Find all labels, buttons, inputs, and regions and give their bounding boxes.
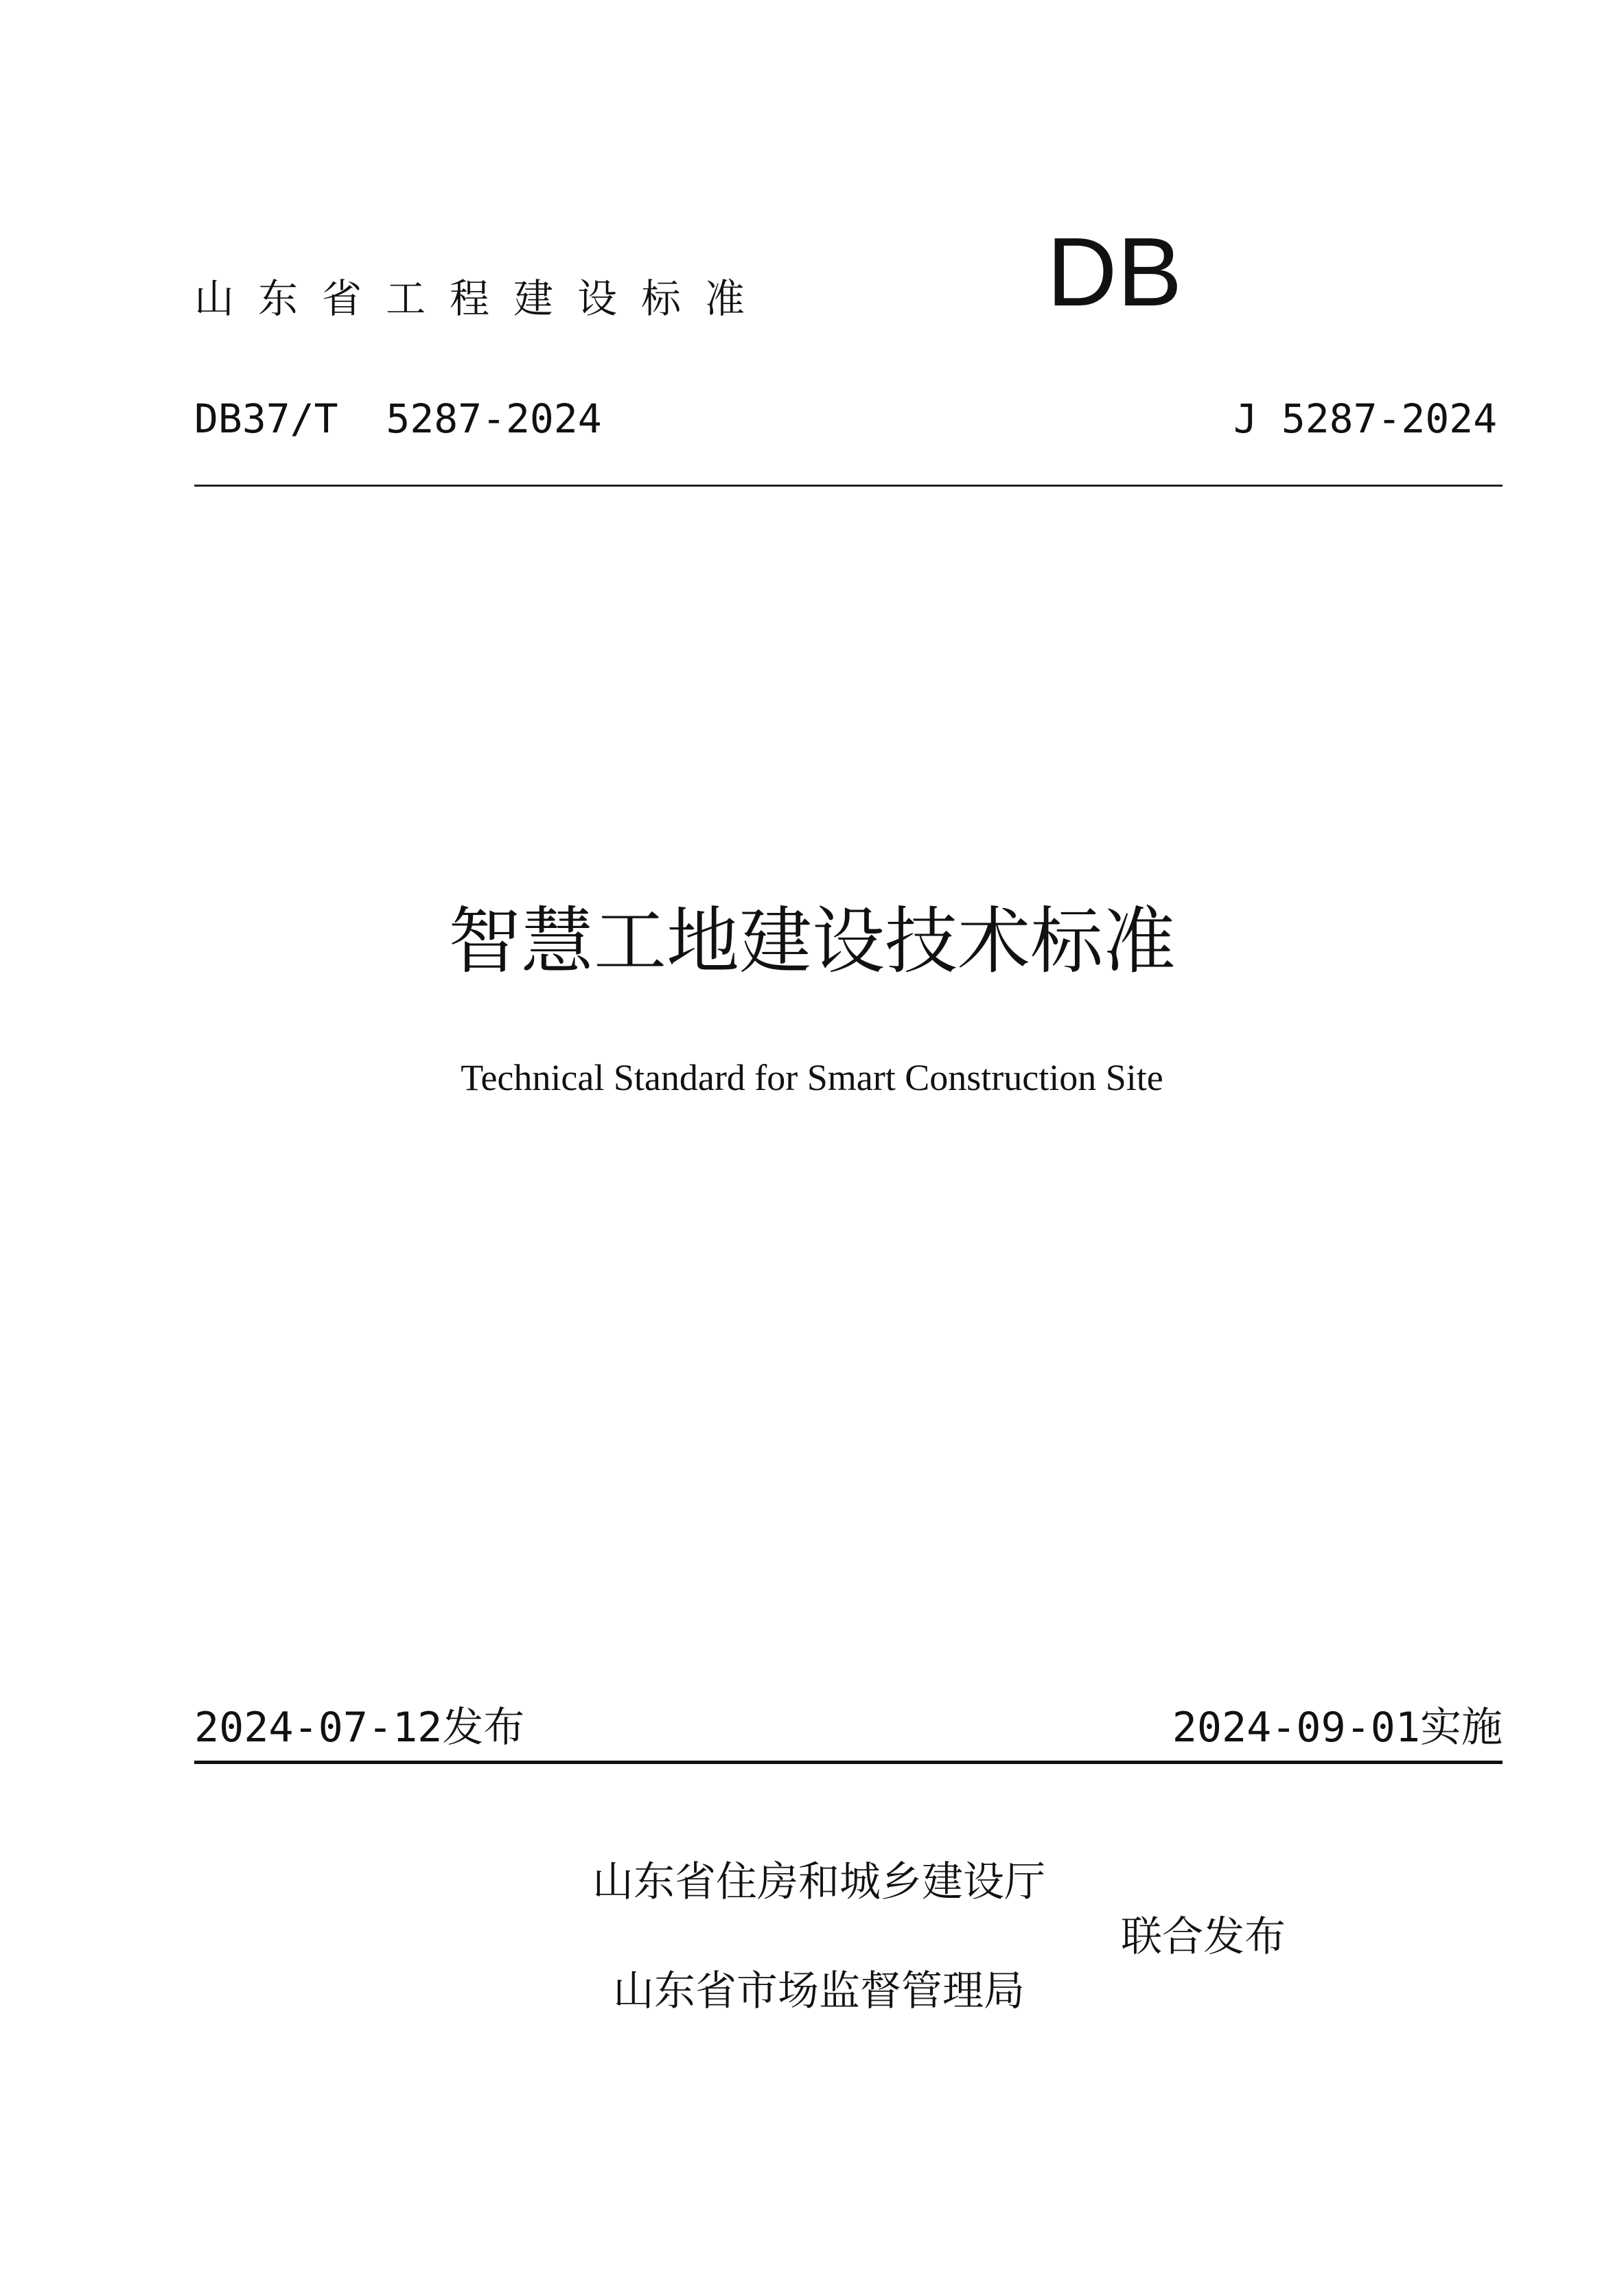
document-title-english: Technical Standard for Smart Construction Site [461,1057,1163,1098]
implementation-label: 实施 [1420,1704,1503,1752]
implementation-date: 2024-09-01 [1172,1704,1420,1752]
top-divider [194,485,1503,487]
issuer-market-supervision: 山东省市场监督管理局 [613,1967,1025,2015]
issuer-housing-department: 山东省住房和城乡建设厅 [592,1858,1045,1906]
db-logo: DB [1047,218,1183,327]
issue-date: 2024-07-12 [194,1704,443,1752]
implementation-date-line [1172,1700,1503,1755]
issue-date-line [194,1700,524,1755]
document-title-chinese: 智慧工地建设技术标准 [448,899,1176,984]
record-number: J 5287-2024 [1233,395,1498,442]
bottom-divider [194,1761,1503,1764]
standard-number: DB37/T 5287-2024 [194,395,602,442]
joint-issue-label: 联合发布 [1121,1913,1286,1961]
standard-series-title: 山东省工程建设标准 [194,275,769,322]
issue-label: 发布 [442,1704,525,1752]
